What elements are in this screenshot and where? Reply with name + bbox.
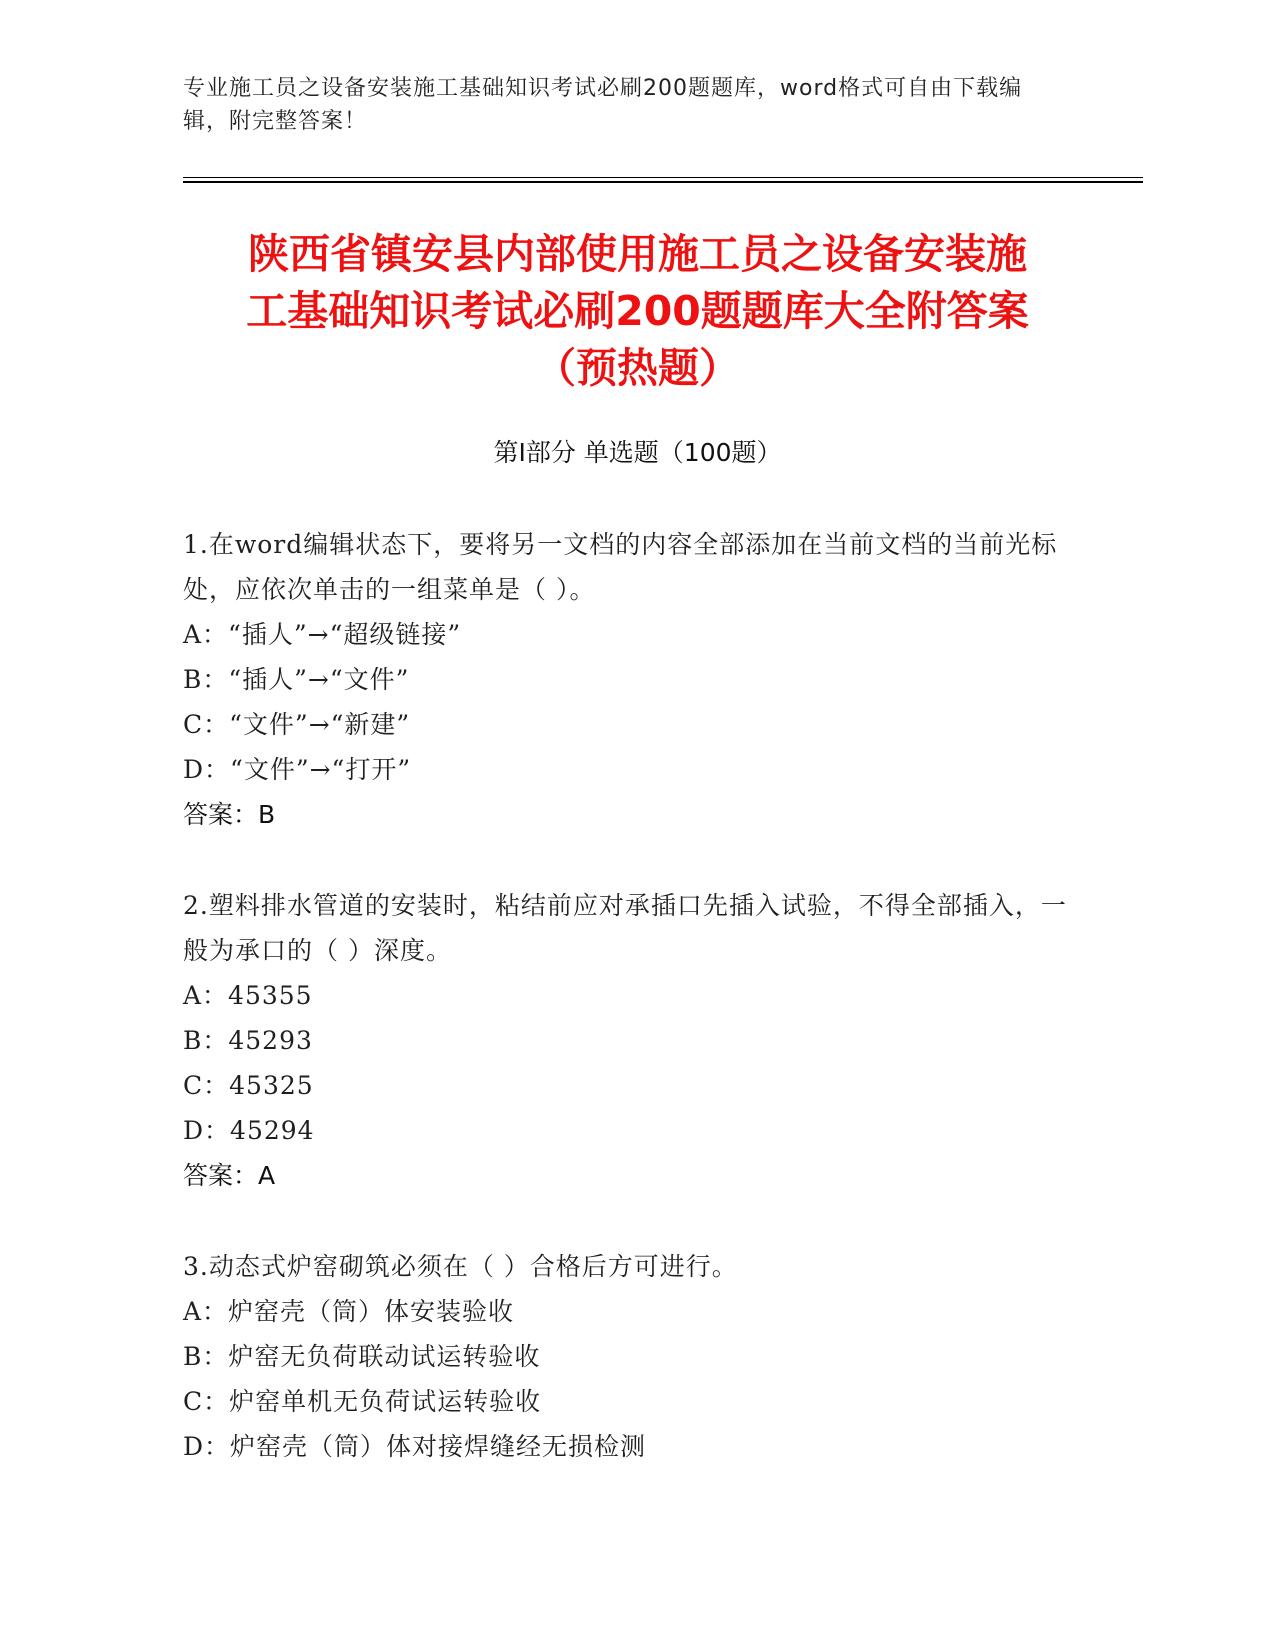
title-line-1: 陕西省镇安县内部使用施工员之设备安装施 (248, 230, 1027, 278)
question-3 (183, 1244, 1083, 1469)
option-a: A：45355 (183, 981, 313, 1010)
header-divider-thin (183, 177, 1143, 178)
answer: 答案：A (183, 1161, 276, 1190)
option-a: A：炉窑壳（筒）体安装验收 (183, 1297, 515, 1326)
option-d: D：“文件”→“打开” (183, 755, 412, 784)
option-b: B：炉窑无负荷联动试运转验收 (183, 1342, 541, 1371)
question-2 (183, 883, 1083, 1198)
section-title: 第I部分 单选题（100题） (493, 438, 782, 467)
header-note: 专业施工员之设备安装施工基础知识考试必刷200题题库，word格式可自由下载编辑，附完整答案！ (183, 76, 1023, 134)
option-c: C：炉窑单机无负荷试运转验收 (183, 1387, 542, 1416)
title-line-2: 工基础知识考试必刷200题题库大全附答案 (246, 287, 1029, 335)
option-d: D：45294 (183, 1116, 315, 1145)
question-list (183, 522, 1083, 1515)
header-divider-thick (183, 181, 1143, 183)
question-stem: 2.塑料排水管道的安装时，粘结前应对承插口先插入试验，不得全部插入，一般为承口的（ ）深度。 (183, 891, 1067, 965)
title-line-3: （预热题） (535, 344, 740, 392)
option-c: C：45325 (183, 1071, 314, 1100)
option-b: B：45293 (183, 1026, 313, 1055)
question-1 (183, 522, 1083, 837)
option-b: B：“插人”→“文件” (183, 665, 410, 694)
question-stem: 1.在word编辑状态下，要将另一文档的内容全部添加在当前文档的当前光标处，应依次单击的一组菜单是（ ）。 (183, 530, 1058, 604)
option-a: A：“插人”→“超级链接” (183, 620, 462, 649)
answer: 答案：B (183, 800, 276, 829)
option-c: C：“文件”→“新建” (183, 710, 411, 739)
question-stem: 3.动态式炉窑砌筑必须在（ ）合格后方可进行。 (183, 1252, 738, 1281)
option-d: D：炉窑壳（筒）体对接焊缝经无损检测 (183, 1432, 647, 1461)
document-title (150, 226, 1125, 397)
